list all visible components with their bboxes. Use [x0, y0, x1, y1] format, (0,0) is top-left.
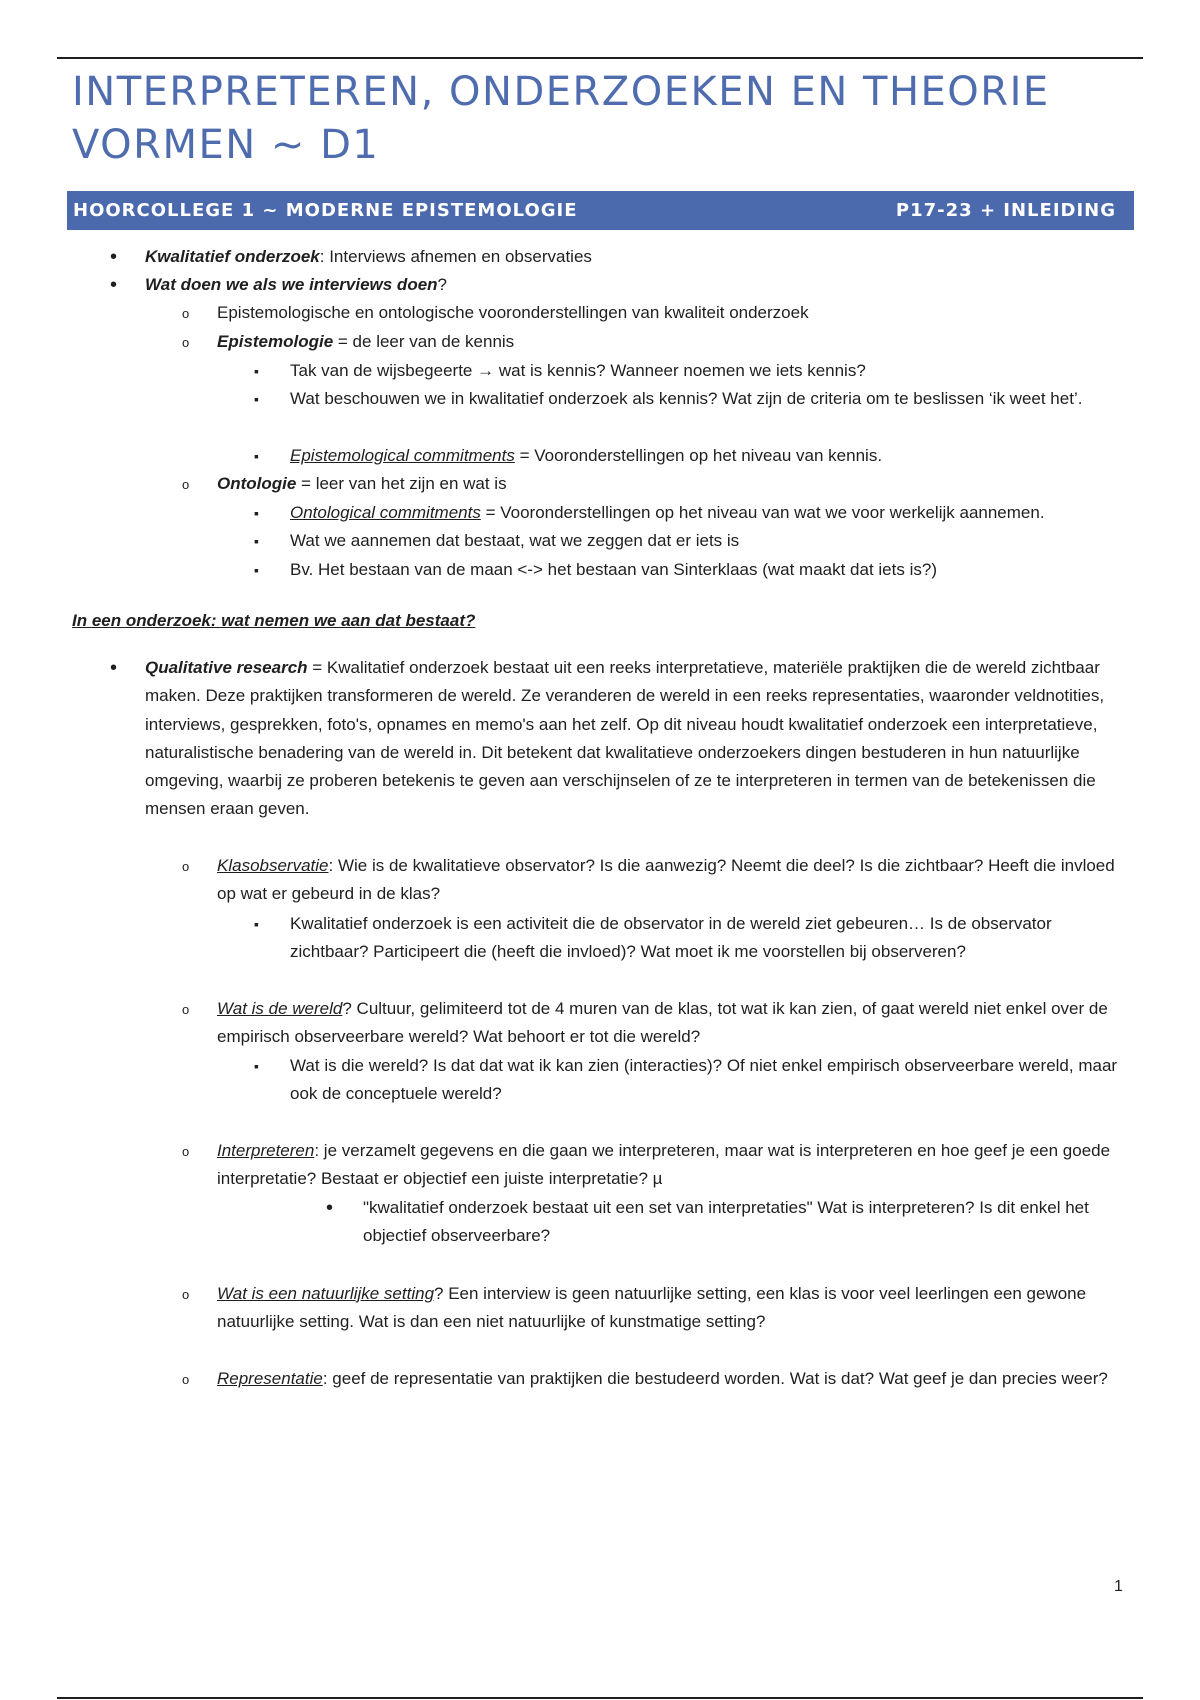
bullet-icon	[110, 271, 117, 300]
document-title: INTERPRETEREN, ONDERZOEKEN EN THEORIE VORMEN ~ D1	[72, 69, 1050, 168]
square-bullet-icon	[254, 385, 259, 413]
bullet-icon	[110, 243, 117, 272]
circle-bullet-icon	[182, 328, 189, 357]
list-item: Epistemologische en ontologische vooronderstellingen van kwaliteit onderzoek	[217, 303, 809, 322]
square-bullet-icon	[254, 357, 259, 385]
square-bullet-icon	[254, 910, 259, 938]
circle-bullet-icon	[182, 470, 189, 499]
circle-bullet-icon	[182, 852, 189, 881]
bottom-rule	[57, 1697, 1143, 1699]
square-bullet-icon	[254, 442, 259, 470]
circle-bullet-icon	[182, 1280, 189, 1309]
list-item: Klasobservatie: Wie is de kwalitatieve observator? Is die aanwezig? Neemt die deel? Is die zichtbaar? Heeft die invloed op wat er gebeurd in de klas?	[217, 856, 1115, 904]
list-item: Wat beschouwen we in kwalitatief onderzoek als kennis? Wat zijn de criteria om te beslissen ‘ik weet het’.	[290, 389, 1083, 408]
list-item: Tak van de wijsbegeerte → wat is kennis? Wanneer noemen we iets kennis?	[290, 361, 866, 380]
square-bullet-icon	[254, 556, 259, 584]
list-item: Ontological commitments = Vooronderstellingen op het niveau van wat we voor werkelijk aannemen.	[290, 503, 1045, 522]
list-item: Wat is de wereld? Cultuur, gelimiteerd tot de 4 muren van de klas, tot wat ik kan zien, of gaat wereld niet enkel over de empirisch observeerbare wereld? Wat behoort er tot die wereld?	[217, 999, 1108, 1047]
circle-bullet-icon	[182, 299, 189, 328]
page-number: 1	[1114, 1578, 1123, 1595]
list-item: "kwalitatief onderzoek bestaat uit een set van interpretaties" Wat is interpreteren? Is dit enkel het objectief observeerbare?	[363, 1198, 1089, 1246]
list-item: Kwalitatief onderzoek is een activiteit die de observator in de wereld ziet gebeuren… Is de observator zichtbaar? Participeert die (heeft die invloed)? Wat moet ik me voorstellen bij observeren?	[290, 914, 1052, 962]
square-bullet-icon	[254, 499, 259, 527]
paragraph: Qualitative research = Kwalitatief onderzoek bestaat uit een reeks interpretatieve, materiële praktijken die de wereld zichtbaar maken. Deze praktijken transformeren de wereld. Ze veranderen de wereld in een reeks representaties, waaronder veldnotities, interviews, gesprekken, foto's, opnames en memo's aan het zelf. Op dit niveau houdt kwalitatief onderzoek een interpretatieve, naturalistische benadering van de wereld in. Dit betekent dat kwalitatieve onderzoekers dingen bestuderen in hun natuurlijke omgeving, waarbij ze proberen betekenis te geven aan verschijnselen of ze te interpreteren in termen van de betekenissen die mensen eraan geven.	[145, 658, 1105, 819]
circle-bullet-icon	[182, 1365, 189, 1394]
list-item: Wat we aannemen dat bestaat, wat we zeggen dat er iets is	[290, 531, 740, 550]
lecture-pages: P17-23 + INLEIDING	[895, 200, 1116, 221]
top-rule	[57, 57, 1143, 59]
bullet-icon	[110, 654, 117, 683]
circle-bullet-icon	[182, 995, 189, 1024]
list-item: Epistemologie = de leer van de kennis	[217, 332, 515, 351]
lecture-header-bar	[67, 191, 1134, 230]
list-item: Wat is een natuurlijke setting? Een interview is geen natuurlijke setting, een klas is voor veel leerlingen een gewone natuurlijke setting. Wat is dan een niet natuurlijke of kunstmatige setting?	[217, 1284, 1087, 1332]
list-item: Bv. Het bestaan van de maan <-> het bestaan van Sinterklaas (wat maakt dat iets is?)	[290, 560, 937, 579]
section-heading: In een onderzoek: wat nemen we aan dat bestaat?	[72, 611, 476, 630]
list-item: Kwalitatief onderzoek: Interviews afnemen en observaties	[145, 247, 592, 266]
circle-bullet-icon	[182, 1137, 189, 1166]
list-item: Wat is die wereld? Is dat dat wat ik kan zien (interacties)? Of niet enkel empirisch observeerbare wereld, maar ook de conceptuele wereld?	[290, 1056, 1118, 1104]
square-bullet-icon	[254, 1052, 259, 1080]
list-item: Epistemological commitments = Vooronderstellingen op het niveau van kennis.	[290, 446, 883, 465]
list-item: Representatie: geef de representatie van praktijken die bestudeerd worden. Wat is dat? Wat geef je dan precies weer?	[217, 1369, 1108, 1388]
lecture-title: HOORCOLLEGE 1 ~ MODERNE EPISTEMOLOGIE	[73, 200, 578, 221]
list-item: Ontologie = leer van het zijn en wat is	[217, 474, 507, 493]
list-item: Wat doen we als we interviews doen?	[145, 275, 448, 294]
list-item: Interpreteren: je verzamelt gegevens en die gaan we interpreteren, maar wat is interpreteren en hoe geef je een goede interpretatie? Bestaat er objectief een juiste interpretatie? µ	[217, 1141, 1111, 1189]
square-bullet-icon	[254, 527, 259, 555]
bullet-icon	[326, 1194, 333, 1223]
